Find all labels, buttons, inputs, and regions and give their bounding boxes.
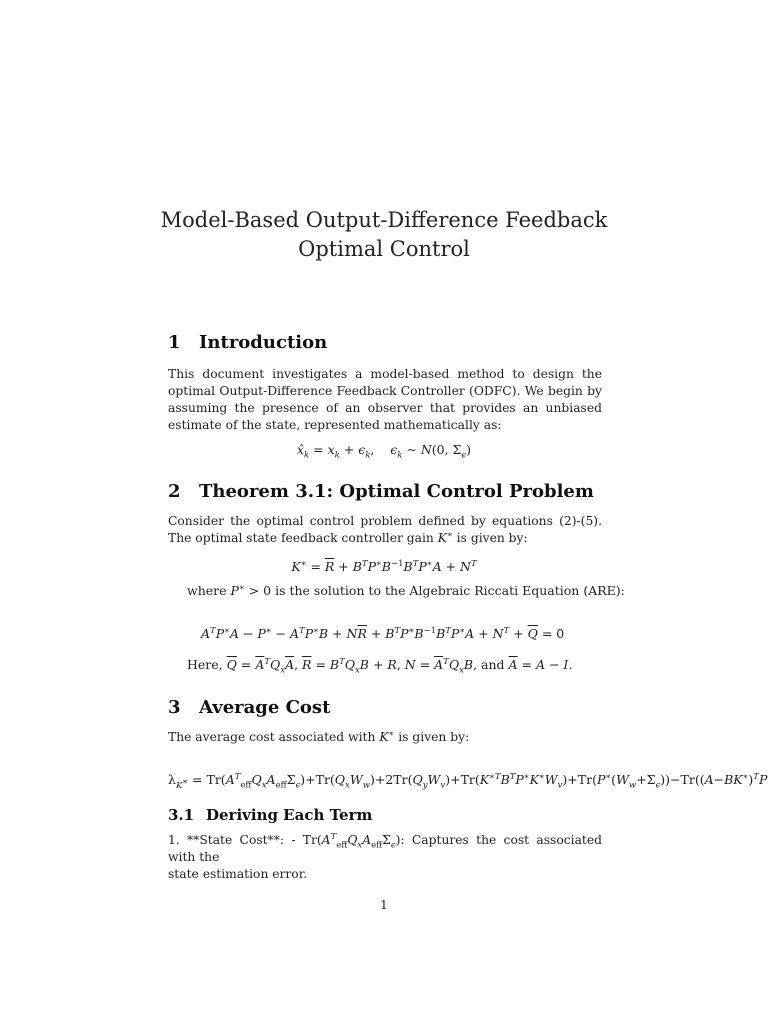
- theorem-paragraph: Consider the optimal control problem defined by equations (2)-(5). The optimal state feedback controller gain K∗ is given by:: [168, 514, 602, 545]
- deriving-item-1: 1. **State Cost**: - $Tr(A^T_{eff}Q_xA_{eff}\Sigma_\epsilon)$: Captures the cost associated with the state estimation error.: [168, 831, 602, 881]
- average-cost-text: The average cost associated with: [168, 730, 376, 744]
- average-cost-text-tail: is given by:: [398, 730, 470, 744]
- section-number: 1: [168, 332, 181, 353]
- section-number: 3: [168, 697, 181, 718]
- section-title: Average Cost: [199, 697, 331, 718]
- page-number: 1: [380, 898, 388, 912]
- deriving-item-prefix: 1. **State Cost**: -: [168, 833, 296, 847]
- section-heading-introduction: [168, 332, 327, 353]
- theorem-text-tail: is given by:: [456, 531, 528, 545]
- where-prefix: where: [187, 583, 227, 598]
- equation-riccati: $A^TP^∗A - P^∗ - A^TP^∗B + N\overline{R} + B^TP^∗B^{-1}B^TP^∗A + N^T + \overline{Q} = 0$: [201, 625, 565, 641]
- section-heading-average-cost: [168, 697, 330, 718]
- equation-optimal-gain: $K^∗ = \overline{R} + B^TP^∗B^{-1}B^TP^∗A + N^T$: [291, 558, 477, 574]
- theorem-text: Consider the optimal control problem defined by equations (2)-(5). The optimal state feedback controller gain: [168, 514, 602, 545]
- section-title: Theorem 3.1: Optimal Control Problem: [199, 481, 594, 502]
- section-heading-theorem: [168, 481, 594, 502]
- section-number: 2: [168, 481, 181, 502]
- deriving-item-tail: : Captures the cost associated with the: [168, 833, 602, 864]
- subsection-number: 3.1: [168, 806, 195, 824]
- intro-paragraph: This document investigates a model-based method to design the optimal Output-Difference Feedback Controller (ODFC). We begin by assuming the presence of an observer that provides an unbiased estimate of the state, represented mathematically as:: [168, 367, 602, 432]
- subsection-heading-deriving: [168, 806, 372, 824]
- equation-average-cost: $\lambda_{K^∗} = Tr(A^T_{eff}Q_xA_{eff}\Sigma_\epsilon)+Tr(Q_xW_w)+2Tr(Q_yW_v)+Tr(K^{∗T}B^TP^∗K^∗W_v)+Tr(P^∗(W_w+\Sigma_\epsilon))-Tr((A-BK^∗)^TP$: [168, 771, 768, 791]
- section-title: Introduction: [199, 332, 328, 353]
- paper-title-line-1: Model-Based Output-Difference Feedback: [160, 208, 608, 232]
- here-prefix: Here,: [187, 657, 223, 672]
- paper-title-line-2: Optimal Control: [298, 237, 470, 261]
- where-text: is the solution to the Algebraic Riccati Equation (ARE):: [275, 583, 625, 598]
- subsection-title: Deriving Each Term: [206, 806, 373, 824]
- equation-state-estimate: $x̂_k = x_k + \epsilon_k$, $\epsilon_k$ ∼ N(0, $\Sigma_\epsilon$): [296, 442, 472, 461]
- here-definitions: Here, $\overline{Q} = \overline{A}^TQ_x\overline{A}$, $\overline{R} = B^TQ_xB + R$, $N = \overline{A}^TQ_xB$, and $\overline{A} = A - I$.: [187, 656, 573, 676]
- where-line: where P∗ > 0 is the solution to the Algebraic Riccati Equation (ARE):: [187, 582, 625, 598]
- deriving-item-line2: state estimation error.: [168, 867, 308, 881]
- average-cost-paragraph: The average cost associated with K∗ is given by:: [168, 728, 470, 744]
